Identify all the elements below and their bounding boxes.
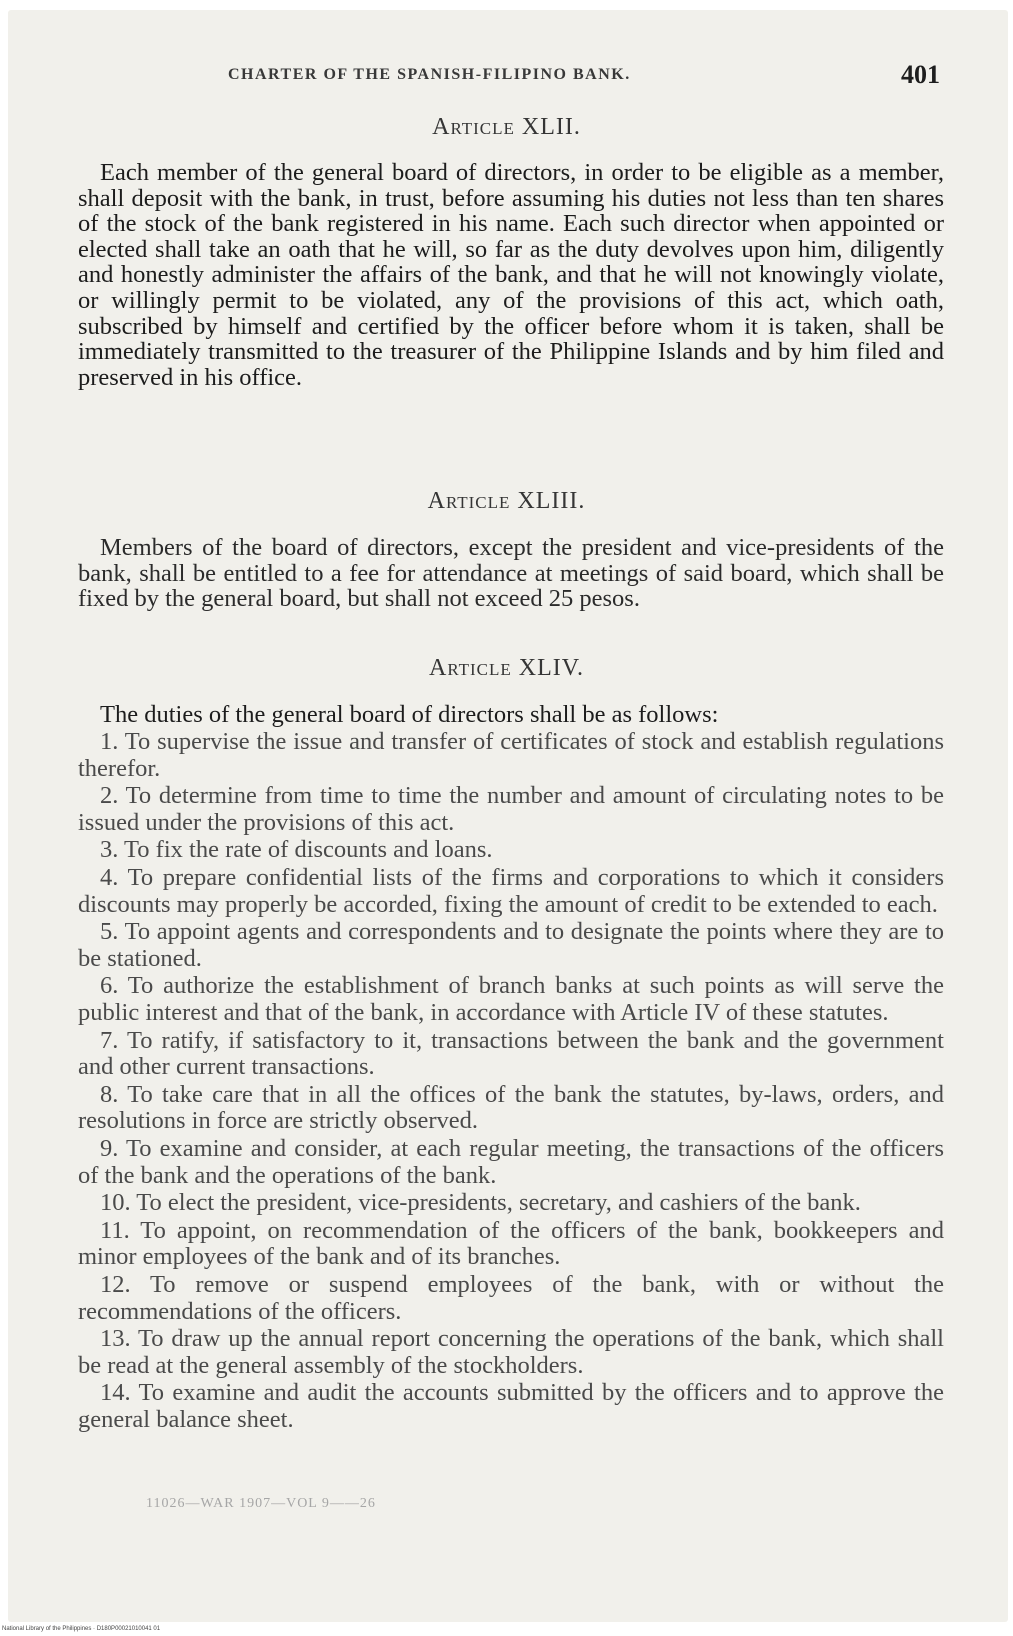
article-xliii-text: Members of the board of directors, except the president and vice-presidents of the bank, shall be entitled to a fee for attendance at meetings of said board, which shall be fixed by the general board, but shall not exceed 25 pesos. bbox=[78, 534, 944, 613]
page-number: 401 bbox=[901, 60, 940, 89]
duty-item: 13. To draw up the annual report concerning the operations of the bank, which shall be read at the general assembly of the stockholders. bbox=[78, 1325, 944, 1379]
duty-item: 2. To determine from time to time the number and amount of circulating notes to be issued under the provisions of this act. bbox=[78, 782, 944, 836]
duty-item: 5. To appoint agents and correspondents and to designate the points where they are to be stationed. bbox=[78, 918, 944, 972]
duty-item: 10. To elect the president, vice-presidents, secretary, and cashiers of the bank. bbox=[100, 1189, 861, 1217]
article-heading-xliv: Article XLIV. bbox=[428, 655, 585, 681]
running-title: CHARTER OF THE SPANISH-FILIPINO BANK. bbox=[228, 66, 631, 83]
duty-item: 9. To examine and consider, at each regular meeting, the transactions of the officers of the bank and the operations of the bank. bbox=[78, 1135, 944, 1189]
digitization-credit: National Library of the Philippines · D180P00021010041 01 bbox=[2, 1626, 161, 1632]
duty-item: 3. To fix the rate of discounts and loans. bbox=[100, 836, 493, 864]
duty-item: 8. To take care that in all the offices of the bank the statutes, by-laws, orders, and resolutions in force are strictly observed. bbox=[78, 1080, 944, 1135]
duty-item: 4. To prepare confidential lists of the firms and corporations to which it considers discounts may properly be accorded, fixing the amount of credit to be extended to each. bbox=[78, 864, 944, 918]
duty-item: 1. To supervise the issue and transfer of certificates of stock and establish regulations therefor. bbox=[78, 728, 944, 782]
article-heading-xliii: Article XLIII. bbox=[427, 488, 586, 514]
duty-item: 7. To ratify, if satisfactory to it, transactions between the bank and the government and other current transactions. bbox=[78, 1026, 944, 1081]
article-xliv-intro: The duties of the general board of directors shall be as follows: bbox=[100, 701, 719, 728]
printer-signature: 11026—WAR 1907—VOL 9——26 bbox=[146, 1496, 376, 1511]
duty-item: 6. To authorize the establishment of branch banks at such points as will serve the public interest and that of the bank, in accordance with Article IV of these statutes. bbox=[78, 972, 944, 1026]
duty-item: 14. To examine and audit the accounts submitted by the officers and to approve the general balance sheet. bbox=[78, 1379, 944, 1433]
article-heading-xlii: Article XLII. bbox=[432, 114, 581, 140]
duties-list bbox=[78, 729, 944, 1435]
duty-item: 12. To remove or suspend employees of the bank, with or without the recommendations of the officers. bbox=[78, 1271, 944, 1325]
duty-item: 11. To appoint, on recommendation of the officers of the bank, bookkeepers and minor employees of the bank and of its branches. bbox=[78, 1216, 944, 1271]
running-head bbox=[78, 62, 940, 92]
article-xlii-text: Each member of the general board of directors, in order to be eligible as a member, shall deposit with the bank, in trust, before assuming his duties not less than ten shares of the stock of the bank registered in his name. Each such director when appointed or elected shall take an oath that he will, so far as the duty devolves upon him, diligently and honestly administer the affairs of the bank, and that he will not knowingly violate, or willingly permit to be violated, any of the provisions of this act, which oath, subscribed by himself and certified by the officer before whom it is taken, shall be immediately transmitted to the treasurer of the Philippine Islands and by him filed and preserved in his office. bbox=[78, 159, 944, 391]
